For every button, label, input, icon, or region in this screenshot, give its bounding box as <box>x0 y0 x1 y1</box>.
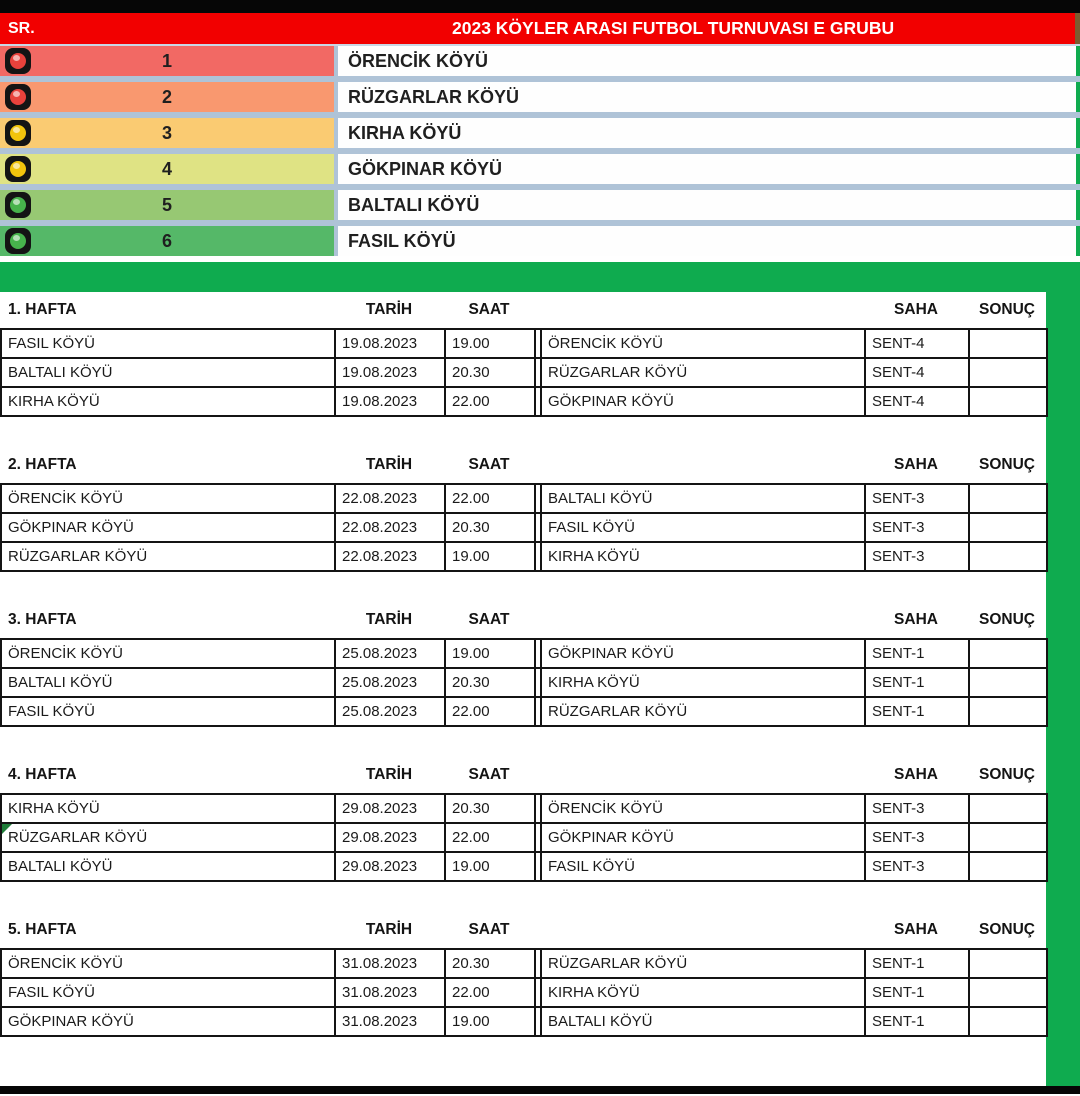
col-header-saha: SAHA <box>894 456 938 473</box>
result-cell[interactable] <box>969 542 1047 571</box>
time-cell[interactable]: 19.00 <box>445 329 535 358</box>
week-header-row <box>0 757 1046 793</box>
week-block <box>0 447 1046 572</box>
home-team-cell[interactable]: ÖRENCİK KÖYÜ <box>1 949 335 978</box>
time-cell[interactable]: 20.30 <box>445 358 535 387</box>
date-cell[interactable]: 19.08.2023 <box>335 358 445 387</box>
field-cell[interactable]: SENT-3 <box>865 823 969 852</box>
time-cell[interactable]: 19.00 <box>445 852 535 881</box>
time-cell[interactable]: 19.00 <box>445 542 535 571</box>
away-team-cell[interactable]: ÖRENCİK KÖYÜ <box>541 329 865 358</box>
team-name: RÜZGARLAR KÖYÜ <box>348 86 519 107</box>
home-team-cell[interactable]: ÖRENCİK KÖYÜ <box>1 484 335 513</box>
week-label: 3. HAFTA <box>8 611 77 628</box>
right-green-strip <box>1076 46 1080 76</box>
week-header-row <box>0 447 1046 483</box>
week-block <box>0 292 1046 417</box>
team-row[interactable] <box>0 154 1080 184</box>
right-green-strip <box>1076 118 1080 148</box>
date-cell[interactable]: 22.08.2023 <box>335 542 445 571</box>
time-cell[interactable]: 20.30 <box>445 513 535 542</box>
away-team-cell[interactable]: GÖKPINAR KÖYÜ <box>541 639 865 668</box>
team-rank: 6 <box>161 230 172 251</box>
time-cell[interactable]: 22.00 <box>445 823 535 852</box>
col-header-sonuc: SONUÇ <box>979 921 1035 938</box>
away-team-cell[interactable]: GÖKPINAR KÖYÜ <box>541 823 865 852</box>
result-cell[interactable] <box>969 329 1047 358</box>
col-header-sonuc: SONUÇ <box>979 301 1035 318</box>
home-team-cell[interactable]: GÖKPINAR KÖYÜ <box>1 1007 335 1036</box>
time-cell[interactable]: 19.00 <box>445 639 535 668</box>
traffic-light-icon <box>5 192 31 218</box>
team-row[interactable] <box>0 118 1080 148</box>
col-header-saha: SAHA <box>894 766 938 783</box>
field-cell[interactable]: SENT-1 <box>865 1007 969 1036</box>
home-team-cell[interactable]: FASIL KÖYÜ <box>1 329 335 358</box>
traffic-light-icon <box>5 84 31 110</box>
away-team-cell[interactable]: FASIL KÖYÜ <box>541 852 865 881</box>
col-header-tarih: TARİH <box>365 921 413 938</box>
team-standings-list <box>0 46 1080 256</box>
result-cell[interactable] <box>969 668 1047 697</box>
away-team-cell[interactable]: KIRHA KÖYÜ <box>541 668 865 697</box>
week-label: 5. HAFTA <box>8 921 77 938</box>
result-cell[interactable] <box>969 949 1047 978</box>
team-row[interactable] <box>0 46 1080 76</box>
team-row[interactable] <box>0 190 1080 220</box>
week-block <box>0 602 1046 727</box>
cell-corner-flag <box>2 824 12 834</box>
time-cell[interactable]: 22.00 <box>445 697 535 726</box>
field-cell[interactable]: SENT-3 <box>865 542 969 571</box>
match-row <box>1 358 1047 387</box>
team-name-cell[interactable] <box>338 154 1076 184</box>
traffic-light-bulb <box>10 53 26 69</box>
col-header-saat: SAAT <box>468 456 510 473</box>
team-name: ÖRENCİK KÖYÜ <box>348 50 489 71</box>
traffic-light-icon <box>5 156 31 182</box>
team-rank: 2 <box>161 86 172 107</box>
result-cell[interactable] <box>969 484 1047 513</box>
field-cell[interactable]: SENT-1 <box>865 697 969 726</box>
right-green-strip <box>1076 226 1080 256</box>
field-cell[interactable]: SENT-4 <box>865 387 969 416</box>
date-cell[interactable]: 31.08.2023 <box>335 978 445 1007</box>
col-header-saha: SAHA <box>894 611 938 628</box>
away-team-cell[interactable]: KIRHA KÖYÜ <box>541 978 865 1007</box>
traffic-light-icon <box>5 228 31 254</box>
time-cell[interactable]: 19.00 <box>445 1007 535 1036</box>
away-team-cell[interactable]: GÖKPINAR KÖYÜ <box>541 387 865 416</box>
match-row <box>1 794 1047 823</box>
result-cell[interactable] <box>969 978 1047 1007</box>
right-green-strip <box>1076 154 1080 184</box>
traffic-light-bulb <box>10 197 26 213</box>
week-label: 4. HAFTA <box>8 766 77 783</box>
away-team-cell[interactable]: ÖRENCİK KÖYÜ <box>541 794 865 823</box>
team-name-cell[interactable] <box>338 190 1076 220</box>
right-green-strip <box>1076 82 1080 112</box>
team-rank-cell[interactable] <box>0 118 334 148</box>
date-cell[interactable]: 25.08.2023 <box>335 668 445 697</box>
team-name-cell[interactable] <box>338 226 1076 256</box>
home-team-cell[interactable]: KIRHA KÖYÜ <box>1 387 335 416</box>
date-cell[interactable]: 29.08.2023 <box>335 852 445 881</box>
date-cell[interactable]: 31.08.2023 <box>335 1007 445 1036</box>
date-cell[interactable]: 31.08.2023 <box>335 949 445 978</box>
home-team-name: RÜZGARLAR KÖYÜ <box>8 829 148 846</box>
home-team-cell[interactable]: FASIL KÖYÜ <box>1 697 335 726</box>
match-row <box>1 387 1047 416</box>
schedule-section <box>0 262 1080 1086</box>
col-header-sonuc: SONUÇ <box>979 766 1035 783</box>
date-cell[interactable]: 25.08.2023 <box>335 697 445 726</box>
result-cell[interactable] <box>969 639 1047 668</box>
team-name-cell[interactable] <box>338 46 1076 76</box>
week-matches-table <box>0 793 1048 882</box>
col-header-saat: SAAT <box>468 766 510 783</box>
team-rank-cell[interactable] <box>0 46 334 76</box>
week-block <box>0 757 1046 882</box>
col-header-sonuc: SONUÇ <box>979 611 1035 628</box>
week-label: 1. HAFTA <box>8 301 77 318</box>
traffic-light-bulb <box>10 125 26 141</box>
tournament-title: 2023 KÖYLER ARASI FUTBOL TURNUVASI E GRUBU <box>452 18 895 38</box>
match-row <box>1 639 1047 668</box>
match-row <box>1 978 1047 1007</box>
home-team-cell[interactable]: BALTALI KÖYÜ <box>1 668 335 697</box>
team-row[interactable] <box>0 226 1080 256</box>
match-row <box>1 484 1047 513</box>
field-cell[interactable]: SENT-4 <box>865 358 969 387</box>
sr-label: SR. <box>8 19 35 37</box>
team-name-cell[interactable] <box>338 118 1076 148</box>
match-row <box>1 513 1047 542</box>
away-team-cell[interactable]: RÜZGARLAR KÖYÜ <box>541 949 865 978</box>
team-name-cell[interactable] <box>338 82 1076 112</box>
col-header-tarih: TARİH <box>365 611 413 628</box>
col-header-tarih: TARİH <box>365 301 413 318</box>
schedule-content <box>0 292 1046 1086</box>
week-header-row <box>0 292 1046 328</box>
result-cell[interactable] <box>969 794 1047 823</box>
home-team-cell[interactable]: KIRHA KÖYÜ <box>1 794 335 823</box>
col-header-saat: SAAT <box>468 611 510 628</box>
away-team-cell[interactable]: RÜZGARLAR KÖYÜ <box>541 697 865 726</box>
home-team-cell[interactable]: GÖKPINAR KÖYÜ <box>1 513 335 542</box>
team-rank-cell[interactable] <box>0 154 334 184</box>
field-cell[interactable]: SENT-1 <box>865 949 969 978</box>
team-row[interactable] <box>0 82 1080 112</box>
traffic-light-bulb <box>10 233 26 249</box>
team-rank: 3 <box>161 122 172 143</box>
result-cell[interactable] <box>969 387 1047 416</box>
time-cell[interactable]: 20.30 <box>445 949 535 978</box>
date-cell[interactable]: 22.08.2023 <box>335 513 445 542</box>
week-matches-table <box>0 328 1048 417</box>
match-row <box>1 852 1047 881</box>
col-header-saha: SAHA <box>894 301 938 318</box>
top-black-bar <box>0 0 1080 13</box>
group-header-row <box>0 13 1080 46</box>
date-cell[interactable]: 22.08.2023 <box>335 484 445 513</box>
week-header-row <box>0 602 1046 638</box>
week-header-row <box>0 912 1046 948</box>
team-rank: 4 <box>161 158 172 179</box>
time-cell[interactable]: 22.00 <box>445 978 535 1007</box>
result-cell[interactable] <box>969 358 1047 387</box>
result-cell[interactable] <box>969 1007 1047 1036</box>
traffic-light-icon <box>5 48 31 74</box>
away-team-cell[interactable]: RÜZGARLAR KÖYÜ <box>541 358 865 387</box>
col-header-tarih: TARİH <box>365 456 413 473</box>
away-team-cell[interactable]: FASIL KÖYÜ <box>541 513 865 542</box>
team-name: FASIL KÖYÜ <box>348 230 456 251</box>
right-green-strip <box>1076 190 1080 220</box>
week-matches-table <box>0 483 1048 572</box>
time-cell[interactable]: 22.00 <box>445 484 535 513</box>
team-rank-cell[interactable] <box>0 190 334 220</box>
match-row <box>1 823 1047 852</box>
team-name: GÖKPINAR KÖYÜ <box>348 158 503 179</box>
home-team-cell[interactable]: BALTALI KÖYÜ <box>1 852 335 881</box>
team-name: BALTALI KÖYÜ <box>348 194 480 215</box>
match-row <box>1 1007 1047 1036</box>
date-cell[interactable]: 29.08.2023 <box>335 794 445 823</box>
home-team-cell[interactable] <box>1 823 335 852</box>
away-team-cell[interactable]: KIRHA KÖYÜ <box>541 542 865 571</box>
col-header-saat: SAAT <box>468 921 510 938</box>
field-cell[interactable]: SENT-4 <box>865 329 969 358</box>
week-matches-table <box>0 948 1048 1037</box>
team-rank-cell[interactable] <box>0 226 334 256</box>
time-cell[interactable]: 20.30 <box>445 668 535 697</box>
date-cell[interactable]: 25.08.2023 <box>335 639 445 668</box>
field-cell[interactable]: SENT-3 <box>865 513 969 542</box>
time-cell[interactable]: 20.30 <box>445 794 535 823</box>
home-team-cell[interactable]: BALTALI KÖYÜ <box>1 358 335 387</box>
header-edge-sliver <box>1075 13 1080 44</box>
week-block <box>0 912 1046 1037</box>
away-team-cell[interactable]: BALTALI KÖYÜ <box>541 484 865 513</box>
col-header-saat: SAAT <box>468 301 510 318</box>
field-cell[interactable]: SENT-3 <box>865 852 969 881</box>
week-label: 2. HAFTA <box>8 456 77 473</box>
home-team-cell[interactable]: FASIL KÖYÜ <box>1 978 335 1007</box>
field-cell[interactable]: SENT-1 <box>865 668 969 697</box>
col-header-saha: SAHA <box>894 921 938 938</box>
team-rank: 5 <box>161 194 172 215</box>
result-cell[interactable] <box>969 697 1047 726</box>
home-team-cell[interactable]: RÜZGARLAR KÖYÜ <box>1 542 335 571</box>
result-cell[interactable] <box>969 513 1047 542</box>
traffic-light-icon <box>5 120 31 146</box>
field-cell[interactable]: SENT-3 <box>865 794 969 823</box>
result-cell[interactable] <box>969 823 1047 852</box>
team-name: KIRHA KÖYÜ <box>348 122 462 143</box>
result-cell[interactable] <box>969 852 1047 881</box>
col-header-sonuc: SONUÇ <box>979 456 1035 473</box>
match-row <box>1 668 1047 697</box>
date-cell[interactable]: 19.08.2023 <box>335 329 445 358</box>
date-cell[interactable]: 19.08.2023 <box>335 387 445 416</box>
date-cell[interactable]: 29.08.2023 <box>335 823 445 852</box>
field-cell[interactable]: SENT-3 <box>865 484 969 513</box>
match-row <box>1 329 1047 358</box>
team-rank-cell[interactable] <box>0 82 334 112</box>
away-team-cell[interactable]: BALTALI KÖYÜ <box>541 1007 865 1036</box>
match-row <box>1 697 1047 726</box>
traffic-light-bulb <box>10 161 26 177</box>
team-rank: 1 <box>161 50 172 71</box>
bottom-black-bar <box>0 1086 1080 1094</box>
field-cell[interactable]: SENT-1 <box>865 978 969 1007</box>
field-cell[interactable]: SENT-1 <box>865 639 969 668</box>
traffic-light-bulb <box>10 89 26 105</box>
match-row <box>1 949 1047 978</box>
match-row <box>1 542 1047 571</box>
home-team-cell[interactable]: ÖRENCİK KÖYÜ <box>1 639 335 668</box>
week-matches-table <box>0 638 1048 727</box>
col-header-tarih: TARİH <box>365 766 413 783</box>
time-cell[interactable]: 22.00 <box>445 387 535 416</box>
